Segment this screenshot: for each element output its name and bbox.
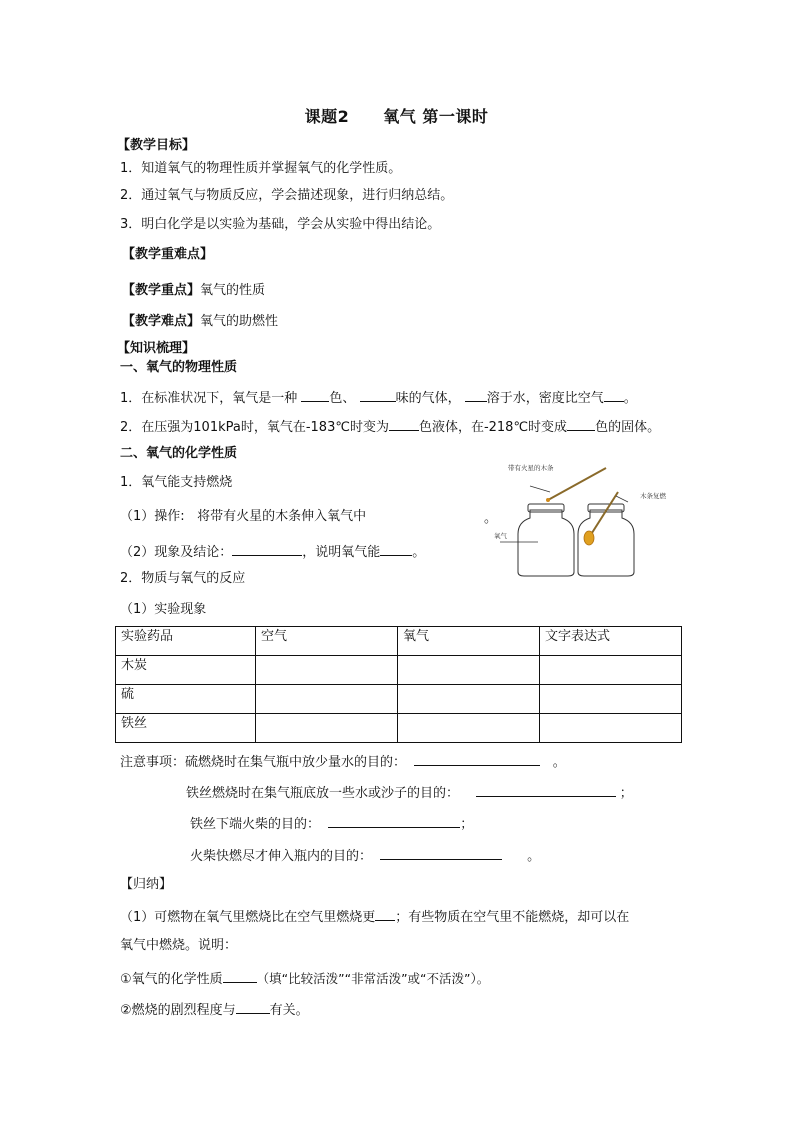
blank-color[interactable] [301,387,329,402]
blank-solubility[interactable] [465,387,487,402]
experiment-phenomena-label: （1）实验现象 [120,602,207,617]
blank-solid-color[interactable] [567,416,595,431]
knowledge-heading: 【知识梳理】 [117,341,196,356]
goal-item-3: 3．明白化学是以实验为基础，学会从实验中得出结论。 [120,217,441,232]
cell-input[interactable] [398,685,540,714]
experiment-table [115,626,682,743]
cell-input[interactable] [398,656,540,685]
observation-line: （2）现象及结论： ，说明氧气能 。 [120,541,425,562]
blank-match-timing[interactable] [380,845,502,860]
summary-line-1: （1）可燃物在氧气里燃烧比在空气里燃烧更 ；有些物质在空气里不能燃烧，却可以在 [120,906,629,927]
goal-item-2: 2．通过氧气与物质反应，学会描述现象，进行归纳总结。 [120,188,454,203]
gas-label: 氧气 [494,532,507,540]
note-4: 火柴快燃尽才伸入瓶内的目的： 。 [190,845,540,866]
keypoints-heading: 【教学重难点】 [122,247,214,262]
blank-liquid-color[interactable] [389,416,419,431]
blank-intensity[interactable] [236,999,270,1014]
notes-label: 注意事项： [120,755,186,770]
reignite-label: 木条复燃 [640,492,666,500]
operation-line [120,508,366,526]
chemical-heading: 二、氧气的化学性质 [120,446,238,461]
blank-iron-sand[interactable] [476,782,616,797]
glowing-stick-icon [548,468,606,500]
row-label-iron-wire: 铁丝 [116,714,256,743]
cell-input[interactable] [540,685,682,714]
difficulty-label: 【教学难点】 [122,314,201,329]
header-reagent: 实验药品 [116,627,256,656]
burning-stick-icon [590,492,618,536]
operation-text: 将带有火星的木条伸入氧气中 [197,509,367,524]
row-label-charcoal: 木炭 [116,656,256,685]
chemical-item-1: 1．氧气能支持燃烧 [120,475,233,490]
blank-phenomenon[interactable] [232,541,302,556]
cell-input[interactable] [256,656,398,685]
header-air: 空气 [256,627,398,656]
header-oxygen: 氧气 [398,627,540,656]
focus-label: 【教学重点】 [122,283,201,298]
physical-question-2: 2．在压强为101kPa时，氧气在-183℃时变为 色液体，在-218℃时变成 色的固体。 [120,416,660,437]
blank-more[interactable] [375,906,395,921]
blank-activity[interactable] [223,968,257,983]
operation-label: （1）操作: [120,509,185,524]
note-1: 注意事项：硫燃烧时在集气瓶中放少量水的目的： 。 [120,751,566,772]
note-2: 铁丝燃烧时在集气瓶底放一些水或沙子的目的： ； [186,782,633,803]
note-3: 铁丝下端火柴的目的： ； [190,813,473,834]
cell-input[interactable] [398,714,540,743]
header-expression: 文字表达式 [540,627,682,656]
blank-match[interactable] [328,813,460,828]
table-header-row [116,627,682,656]
summary-heading: 【归纳】 [120,877,173,892]
title-topic: 氧气 第一课时 [383,107,489,126]
blank-smell[interactable] [360,387,396,402]
cell-input[interactable] [256,685,398,714]
table-row [116,656,682,685]
flame-icon [584,531,594,545]
chemical-item-2: 2．物质与氧气的反应 [120,571,246,586]
summary-line-4: ②燃烧的剧烈程度与 有关。 [120,999,309,1020]
stick-label: 带有火星的木条 [508,464,554,472]
page-title [0,104,793,127]
cell-input[interactable] [256,714,398,743]
cell-input[interactable] [540,656,682,685]
physical-heading: 一、氧气的物理性质 [120,360,238,375]
summary-line-3: ①氧气的化学性质 （填“比较活泼”“非常活泼”或“不活泼”）。 [120,968,489,989]
summary-line-2: 氧气中燃烧。说明： [120,938,238,953]
focus-line [122,282,265,300]
goals-heading: 【教学目标】 [117,138,196,153]
table-row [116,714,682,743]
difficulty-text: 氧气的助燃性 [200,314,279,329]
title-lesson: 课题2 [304,107,350,126]
goal-item-1: 1．知道氧气的物理性质并掌握氧气的化学性质。 [120,161,402,176]
row-label-sulfur: 硫 [116,685,256,714]
left-bottle-icon [518,510,574,576]
blank-density[interactable] [604,387,624,402]
blank-conclusion[interactable] [380,541,412,556]
physical-question-1: 1．在标准状况下，氧气是一种 色、 味的气体， 溶于水，密度比空气 。 [120,387,637,408]
blank-sulfur-water[interactable] [414,751,540,766]
cell-input[interactable] [540,714,682,743]
difficulty-line [122,313,278,331]
table-row [116,685,682,714]
operation-end: 。 [484,511,498,526]
oxygen-bottles-figure [490,458,680,583]
focus-text: 氧气的性质 [200,283,266,298]
